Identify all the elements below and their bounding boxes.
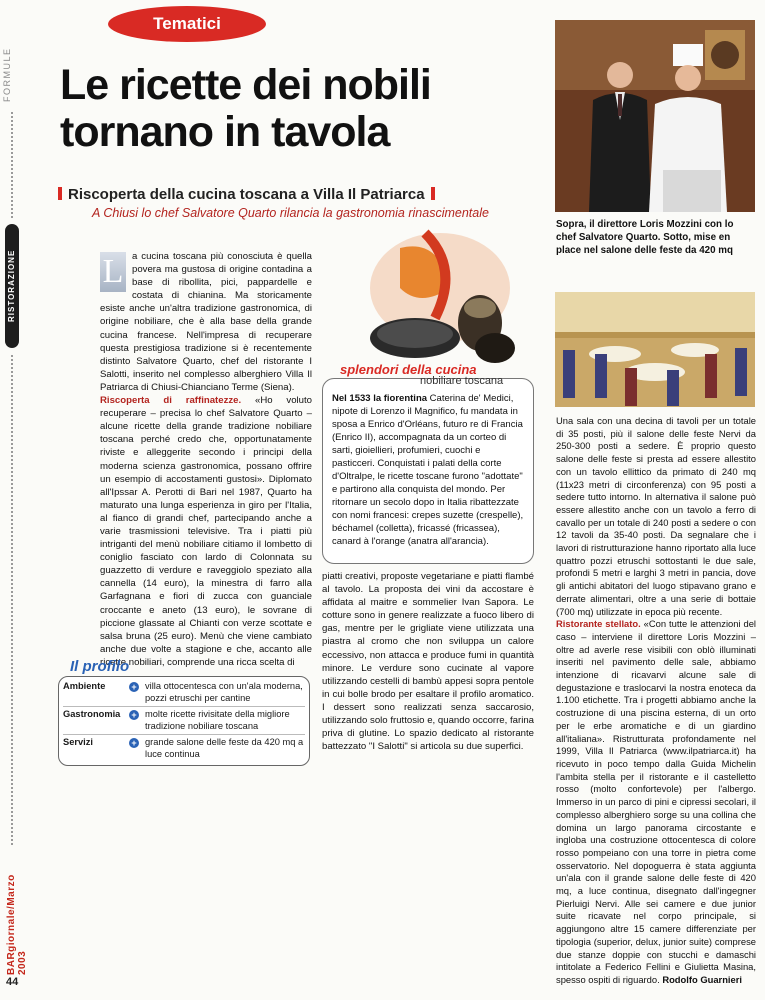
box-kicker-sub: nobiliare toscana [420, 375, 504, 387]
subheading-raffinatezze: Riscoperta di raffinatezze. [100, 395, 242, 407]
page-number: 44 [6, 976, 19, 988]
drop-cap: L [100, 252, 126, 292]
box-text [332, 392, 524, 548]
article-column-1 [100, 250, 313, 668]
profile-title: Il profilo [70, 658, 130, 675]
plus-icon: + [129, 738, 139, 748]
section-label-ristorazione: RISTORAZIONE [7, 249, 16, 323]
article-paragraph: a cucina toscana più conosciuta è quella povera ma gustosa di origine contadina a base di ribollita, pici, pappardelle e costata di chianina. Ma storicamente esiste anche un'altra tradizione gastronomica, di origine nobiliare, che è alla base della grande cucina francese. Nell'impresa di recuperare questa prestigiosa tradizione si è recentemente distinto Salvatore Quarto, chef del ristorante I Salotti, inserito nel complesso alberghiero Villa Il Patriarca di Chiusi-Chianciano Terme (Siena). [100, 251, 312, 393]
article-column-3 [556, 415, 756, 995]
plus-icon: + [129, 710, 139, 720]
section-pill [5, 224, 19, 348]
headline [60, 62, 540, 156]
box-kicker: splendori della cucina [340, 362, 477, 377]
article-paragraph: Una sala con una decina di tavoli per un totale di 35 posti, più il salone delle feste Nervi da 250-300 posti a sedere. È proprio questo salone delle feste si presta ad essere allestito con un tavolo ellittico da primato di 240 mq (11x23 metri di circonferenza) con 95 posti a sedere tutto intorno. In alternativa il salone può essere allestito anche con un tavolo a ferro di cavallo per un totale di 240 posti a sedere o con 12 tavoli da 35-40 posti. Da segnalare che i lavori di ristrutturazione hanno riportato alla luce quattro pozzi etruschi sottostanti le due sale, profondi 5 metri e larghi 3 metri in pancia, dove gli antichi abitatori del luogo stipavano grano e derrate alimentari, oltre a una serie di bottaie (700 mq) utilizzate in epoca più recente. [556, 415, 756, 617]
profile-table [58, 676, 310, 766]
article-paragraph: «Con tutte le attenzioni del caso – interviene il direttore Loris Mozzini – oltre ad averle rese visibili con oblò illuminati inseriti nel pavimento delle sale, abbiamo intenzione di ricavarvi alcune sale di degustazione e traslocarvi la nostra enoteca da 1.100 etichette. Tra i progetti abbiamo anche la costruzione di una piscina esterna, di un orto per le erbe aromatiche e di un giardino all'italiana». Ristrutturata profondamente nel 1999, Villa Il Patriarca (www.ilpatriarca.it) ha ricevuto in poco tempo dalla Guida Michelin l'ambita stella per il ristorante e il castelletto rosso (molto confortevole) per l'albergo. Immerso in un parco di pini e cipressi secolari, il complesso alberghiero sorge su una collina che domina un largo panorama circostante e ingloba una costruzione ottocentesca di colore rosso pompeiano con una torre in pietra come osservatorio. Nel dopoguerra è stata aggiunta un'ala con il grande salone delle feste di 420 mq, a luce continua, disegnato dall'ingegner Pierluigi Nervi. Alle sei camere e due junior suite ricavate nel corpo principale, si aggiungono altre 15 camere differenziate per tipologia (superior, delux, junior suite) comprese due stanze doppie con stucchi e damaschi intitolate a Federico Fellini e Giulietta Masina, spesso ospiti di riguardo. [556, 618, 756, 985]
section-label-formule: FORMULE [2, 47, 12, 103]
subheadline [58, 186, 538, 203]
divider [63, 734, 305, 735]
box-lead: Nel 1533 la fiorentina [332, 393, 428, 404]
spine-divider [11, 112, 15, 218]
profile-value: molte ricette rivisitate della migliore tradizione nobiliare toscana [145, 709, 290, 731]
spine-divider-lower [11, 355, 15, 845]
food-photo [330, 228, 530, 373]
subheading-stellato: Ristorante stellato. [556, 618, 641, 630]
profile-key: Servizi [63, 737, 93, 747]
photo-director-chef [555, 20, 755, 212]
profile-value: grande salone delle feste da 420 mq a luce continua [145, 737, 304, 759]
category-badge: Tematici [108, 6, 266, 42]
box-body: Caterina de' Medici, nipote di Lorenzo il Magnifico, fu mandata in sposa a Enrico d'Orléans, futuro re di Francia (Enrico II), accompagnata da un corteo di sarti, gioiellieri, profumieri, cuochi e pasticceri. Conquistati i palati della corte d'Oltralpe, le ricette toscane furono "adottate" e partirono alla conquista del mondo. Per ritornare un secolo dopo in Italia ribattezzate con nomi francesi: crepes suzette (crespelle), béchamel (colletta), fricassé (fricassea), canard à l'orange (anatra all'arancia). [332, 393, 524, 547]
profile-key: Ambiente [63, 681, 106, 691]
photo-hall [555, 292, 755, 407]
magazine-name: BARgiornale/Marzo 2003 [6, 874, 28, 975]
subheadline-text: Riscoperta della cucina toscana a Villa Il Patriarca [68, 186, 425, 203]
headline-line-2: tornano in tavola [60, 108, 390, 156]
article-paragraph: piatti creativi, proposte vegetariane e piatti flambé al tavolo. La proposta dei vini da accostare è affidata al maitre e sommelier Ivan Sapora. Le cotture sono in genere realizzate a fuoco libero di gas, mentre per le grigliate viene utilizzata una piastra al cromo che non sviluppa un calore eccessivo, non attacca e produce fumi in quantità minore. Le verdure sono cucinate al vapore utilizzando cestelli di bambù appesi sopra pentole in cui bolle brodo per esaltare il profilo aromatico. I dessert sono realizzati senza saccarosio, utilizzando solo fruttosio e, quando occorre, farina priva di glutine. Lo spazio dedicato al ristorante battezzato "I Salotti" si articola su due superfici. [322, 571, 534, 753]
article-paragraph: «Ho voluto recuperare – precisa lo chef Salvatore Quarto – alcune ricette della grande tradizione nobiliare toscana perché credo che, opportunatamente riviste e alleggerite secondo i principi della moderna scienza gastronomica, possano offrire un esempio di accostamenti gustosi». Diplomato all'Ipssar A. Perotti di Bari nel 1987, Quarto ha maturato una lunga esperienza in giro per l'Italia, al fianco di grandi chef, partecipando anche a varie trasmissioni televisive. Tra i piatti più intriganti del menù nobiliare citiamo il lombetto di coniglio fasciato con lardo di Colonnata su guazzetto di verdure e raveggiolo speziato alla cannella (14 euro), la minestra di farro alla Garfagnana e fiori di zucca con guanciale croccante e aneto (13 euro), le sovrane di piccione glassate al Chianti con verze scottate e salsa bruna (25 euro). Menù che viene cambiato anche due volte a stagione e che, accanto alle ricette nobiliari, comprende una ricca scelta di [100, 395, 313, 668]
article-column-2 [322, 570, 534, 760]
profile-value: villa ottocentesca con un'ala moderna, pozzi etruschi per cantine [145, 681, 303, 703]
headline-line-1: Le ricette dei nobili [60, 61, 431, 109]
photo-caption: Sopra, il direttore Loris Mozzini con lo chef Salvatore Quarto. Sotto, mise en place nel salone delle feste da 420 mq [556, 219, 734, 256]
dek: A Chiusi lo chef Salvatore Quarto rilancia la gastronomia rinascimentale [92, 206, 489, 220]
plus-icon: + [129, 682, 139, 692]
divider [63, 706, 305, 707]
profile-key: Gastronomia [63, 709, 121, 719]
byline: Rodolfo Guarnieri [662, 973, 742, 985]
